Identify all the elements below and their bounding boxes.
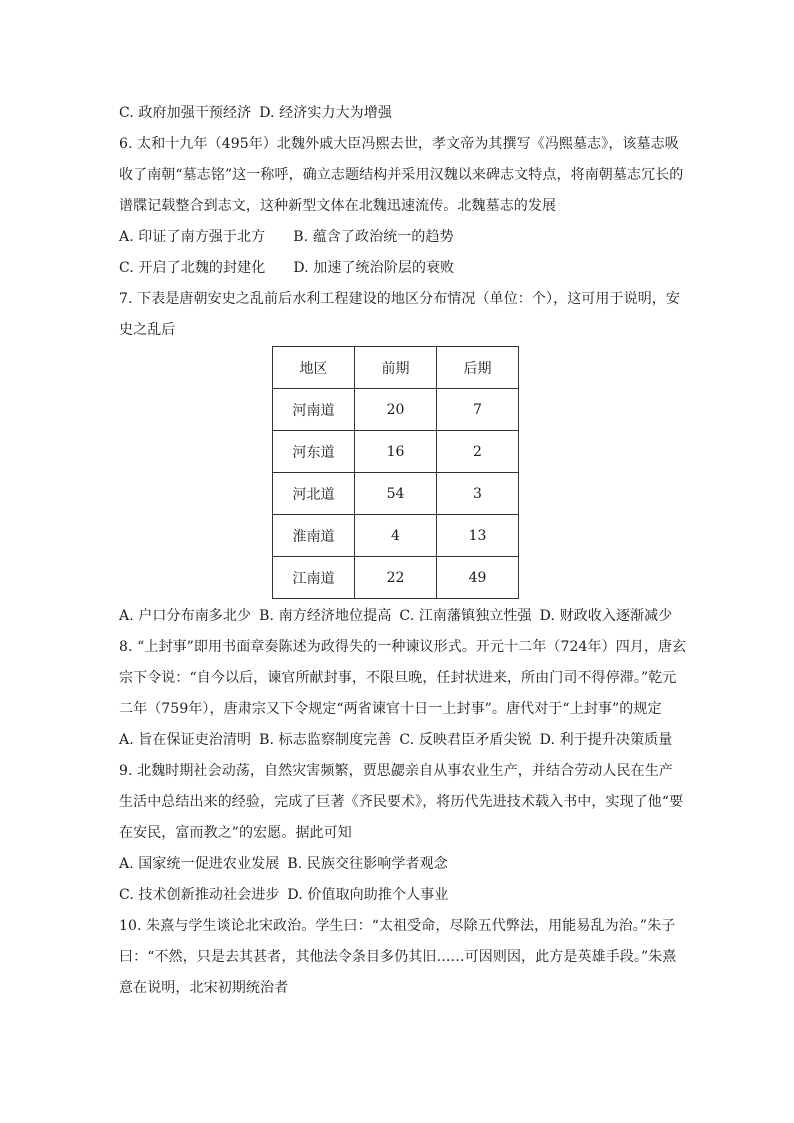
q5-options-row xyxy=(119,98,679,129)
q7-options-row xyxy=(119,601,679,632)
table-cell-after: 2 xyxy=(437,431,519,473)
table-cell-region: 河北道 xyxy=(273,473,355,515)
q8-stem-line-3: 二年（759年），唐肃宗又下令规定“两省谏官十日一上封事”。唐代对于“上封事”的规定 xyxy=(119,701,662,717)
question-page-continued xyxy=(119,601,687,1004)
table-cell-after: 13 xyxy=(437,515,519,557)
q6-option-d[interactable]: D. 加速了统治阶层的衰败 xyxy=(293,260,455,276)
q8-option-d[interactable]: D. 利于提升决策质量 xyxy=(539,732,673,748)
q9-stem-line-2: 生活中总结出来的经验，完成了巨著《齐民要术》，将历代先进技术载入书中，实现了他“要 xyxy=(119,794,684,810)
table-cell-before: 16 xyxy=(355,431,437,473)
q7-data-table xyxy=(272,346,519,599)
q8-options-row xyxy=(119,725,679,756)
q10-stem-line-1: 10. 朱熹与学生谈论北宋政治。学生曰：“太祖受命，尽除五代弊法，用能易乱为治。”朱子 xyxy=(119,918,676,934)
table-row xyxy=(273,389,519,431)
q10-stem-line-2: 曰：“不然，只是去其甚者，其他法令条目多仍其旧……可因则因，此方是英雄手段。”朱熹 xyxy=(119,949,677,965)
q8-stem-line-2: 宗下令说：“自今以后，谏官所献封事，不限旦晚，任封状进来，所由门司不得停滞。”乾元 xyxy=(119,670,677,686)
table-row xyxy=(273,431,519,473)
q8-option-a[interactable]: A. 旨在保证吏治清明 xyxy=(119,732,252,748)
q8-stem-line-1: 8. “上封事”即用书面章奏陈述为政得失的一种谏议形式。开元十二年（724年）四月，唐玄 xyxy=(119,639,687,655)
q6-stem-line-2: 收了南朝“墓志铭”这一称呼，确立志题结构并采用汉魏以来碑志文特点，将南朝墓志冗长的 xyxy=(119,167,684,183)
q6-stem-line-3: 谱牒记载整合到志文，这种新型文体在北魏迅速流传。北魏墓志的发展 xyxy=(119,198,557,214)
table-cell-after: 49 xyxy=(437,557,519,599)
q9-option-b[interactable]: B. 民族交往影响学者观念 xyxy=(287,856,448,872)
table-row xyxy=(273,557,519,599)
table-cell-before: 22 xyxy=(355,557,437,599)
table-cell-region: 河东道 xyxy=(273,431,355,473)
table-header-row xyxy=(273,347,519,389)
q7-option-b[interactable]: B. 南方经济地位提高 xyxy=(259,608,392,624)
q6-option-a[interactable]: A. 印证了南方强于北方 xyxy=(119,229,266,245)
table-cell-after: 3 xyxy=(437,473,519,515)
table-cell-region: 淮南道 xyxy=(273,515,355,557)
table-row xyxy=(273,515,519,557)
q7-stem-line-2: 史之乱后 xyxy=(119,322,176,338)
q9-options-row-1 xyxy=(119,849,679,880)
table-cell-before: 20 xyxy=(355,389,437,431)
q6-option-b[interactable]: B. 蕴含了政治统一的趋势 xyxy=(293,229,454,245)
q9-option-a[interactable]: A. 国家统一促进农业发展 xyxy=(119,856,280,872)
q8-option-c[interactable]: C. 反映君臣矛盾尖锐 xyxy=(399,732,532,748)
q8-option-b[interactable]: B. 标志监察制度完善 xyxy=(259,732,392,748)
q9-stem-line-3: 在安民，富而教之”的宏愿。据此可知 xyxy=(119,825,352,841)
q5-option-d[interactable]: D. 经济实力大为增强 xyxy=(259,105,392,121)
table-header-before: 前期 xyxy=(355,347,437,389)
q9-options-row-2 xyxy=(119,880,679,911)
q7-option-d[interactable]: D. 财政收入逐渐减少 xyxy=(539,608,673,624)
table-cell-region: 江南道 xyxy=(273,557,355,599)
q7-option-a[interactable]: A. 户口分布南多北少 xyxy=(119,608,252,624)
table-header-after: 后期 xyxy=(437,347,519,389)
q6-stem-line-1: 6. 太和十九年（495年）北魏外戚大臣冯熙去世，孝文帝为其撰写《冯熙墓志》，该墓志吸 xyxy=(119,136,679,152)
q7-stem-line-1: 7. 下表是唐朝安史之乱前后水利工程建设的地区分布情况（单位：个），这可用于说明，安 xyxy=(119,291,681,307)
table-cell-before: 4 xyxy=(355,515,437,557)
q6-options-row-1 xyxy=(119,222,679,253)
table-header-region: 地区 xyxy=(273,347,355,389)
question-page xyxy=(119,98,684,346)
q6-option-c[interactable]: C. 开启了北魏的封建化 xyxy=(119,260,266,276)
q6-options-row-2 xyxy=(119,253,679,284)
table-cell-region: 河南道 xyxy=(273,389,355,431)
q7-option-c[interactable]: C. 江南藩镇独立性强 xyxy=(399,608,532,624)
q5-option-c[interactable]: C. 政府加强干预经济 xyxy=(119,105,252,121)
q10-stem-line-3: 意在说明，北宋初期统治者 xyxy=(119,980,289,996)
table-cell-after: 7 xyxy=(437,389,519,431)
table-cell-before: 54 xyxy=(355,473,437,515)
q9-option-d[interactable]: D. 价值取向助推个人事业 xyxy=(287,887,449,903)
q9-option-c[interactable]: C. 技术创新推动社会进步 xyxy=(119,887,280,903)
table-row xyxy=(273,473,519,515)
q9-stem-line-1: 9. 北魏时期社会动荡，自然灾害频繁，贾思勰亲自从事农业生产，并结合劳动人民在生产 xyxy=(119,763,673,779)
